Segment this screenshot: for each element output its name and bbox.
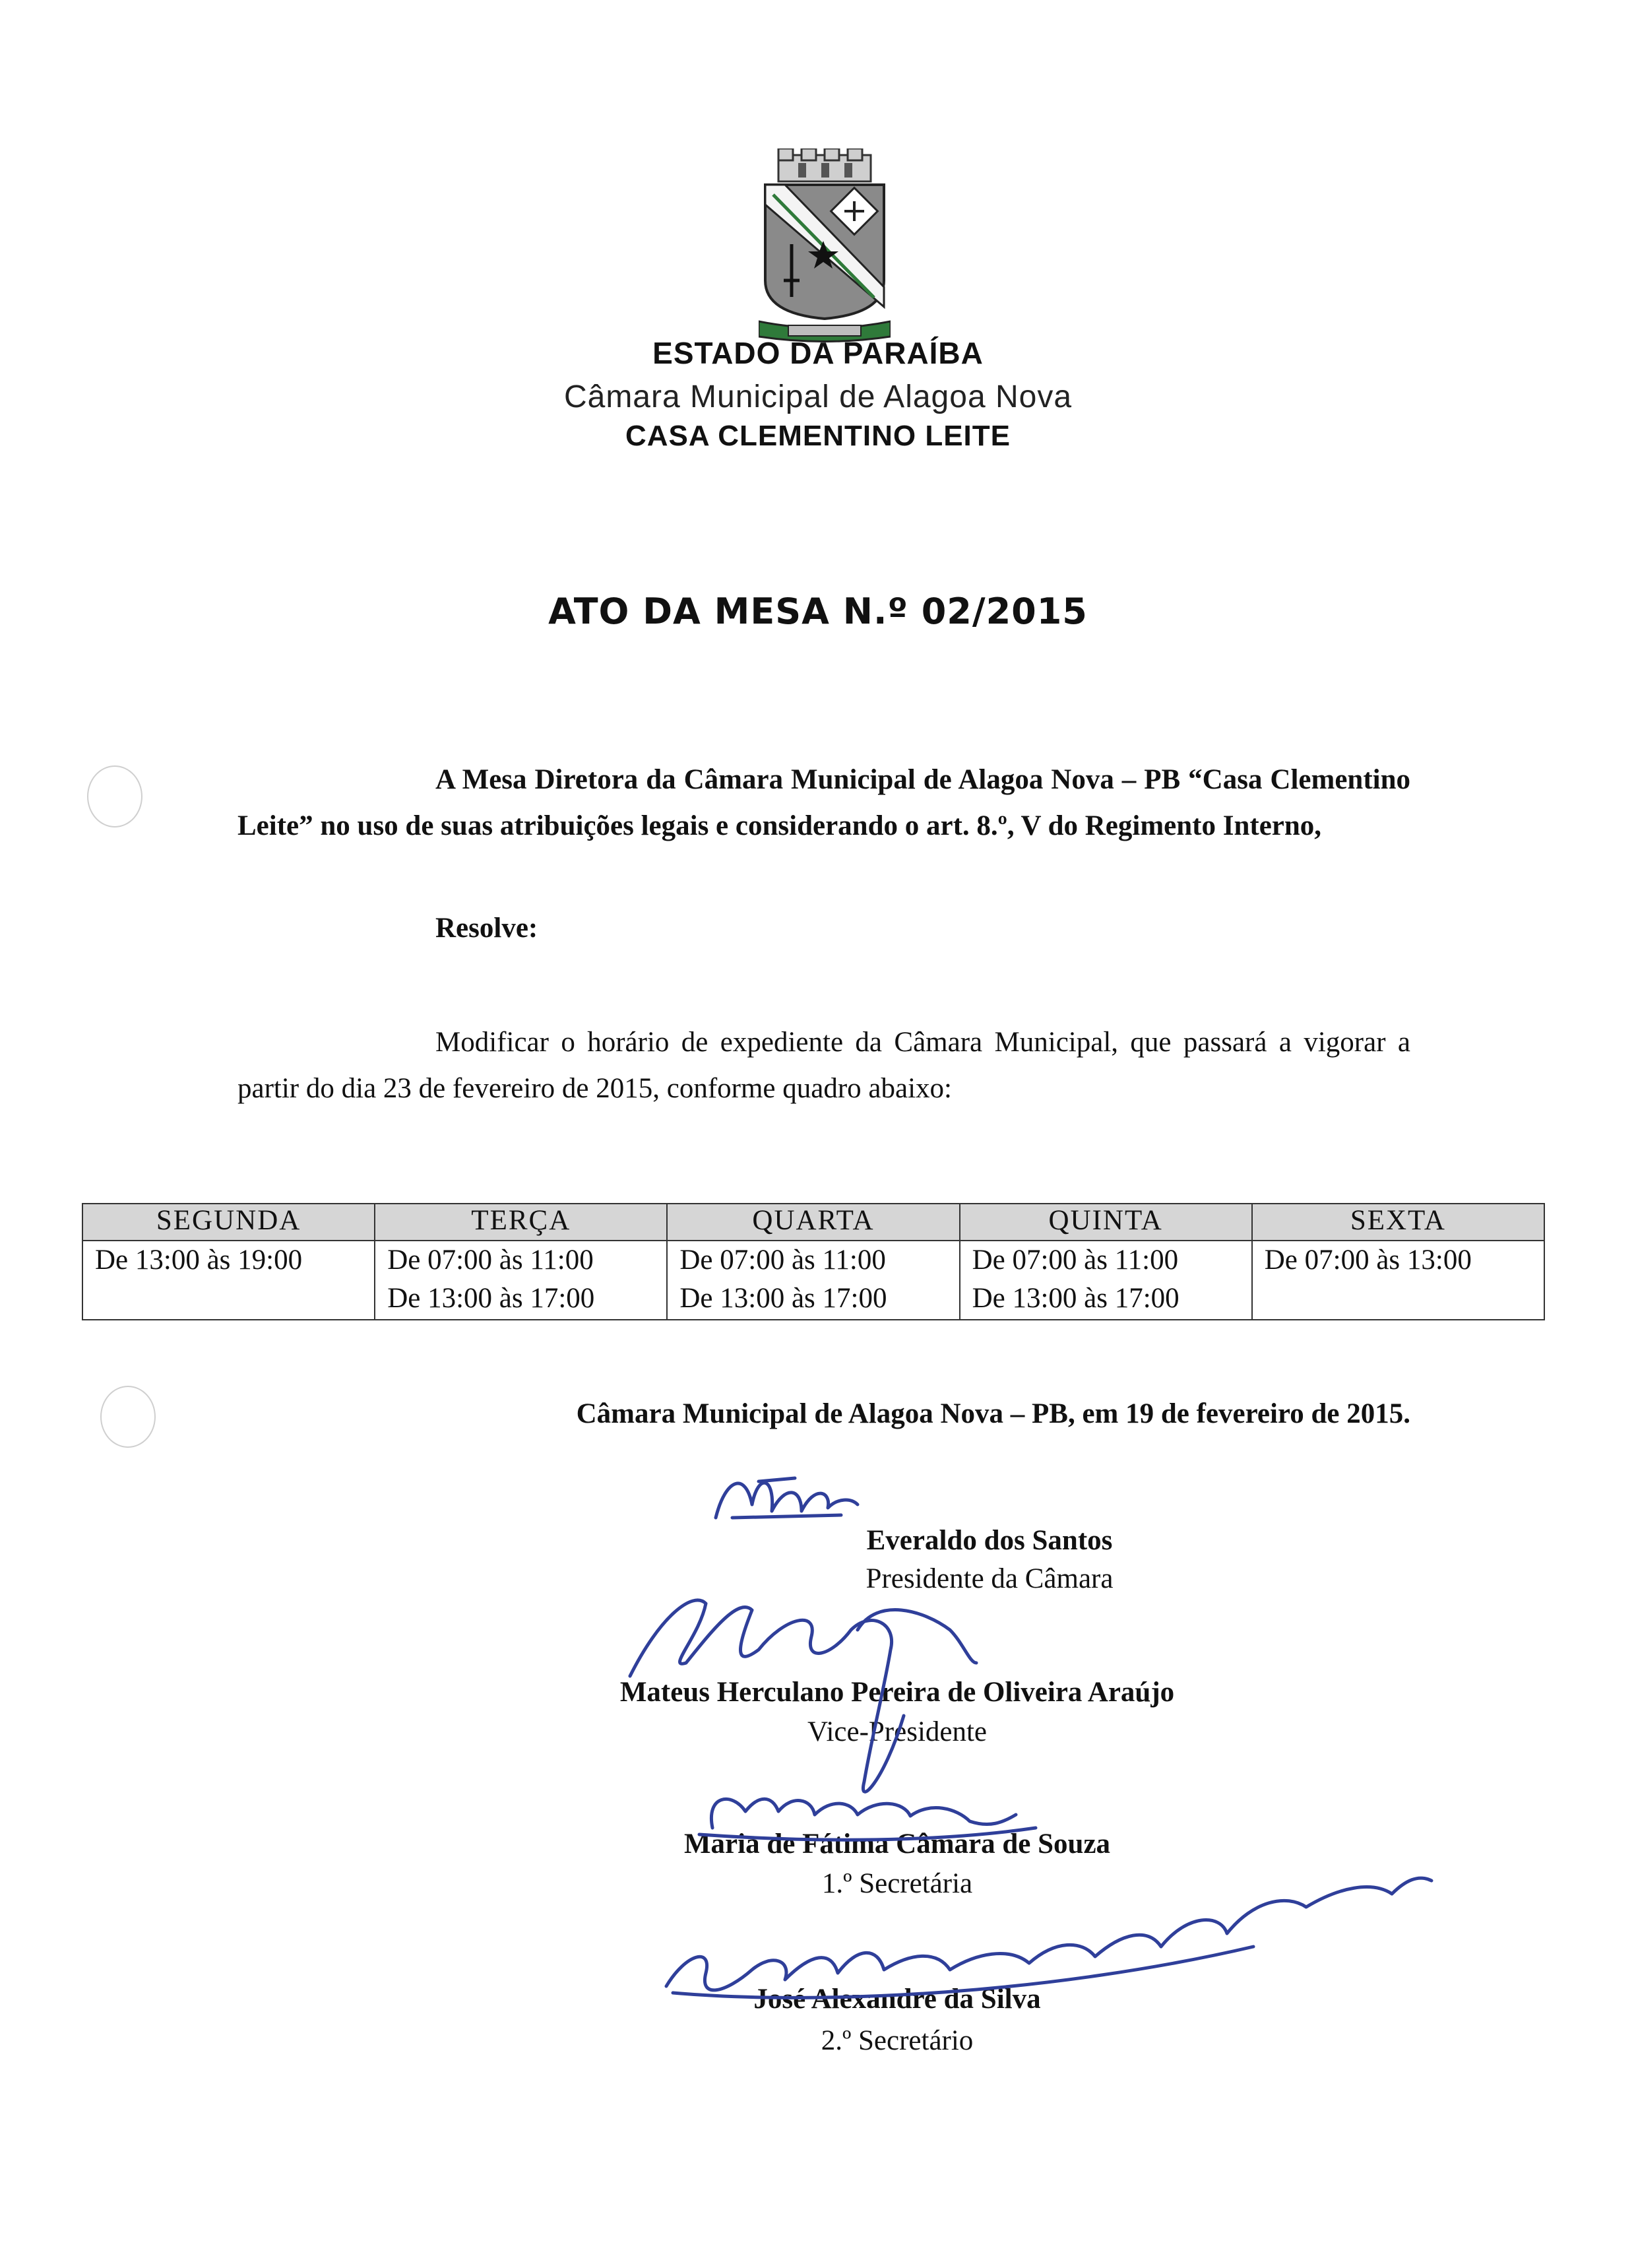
- cell-segunda: [82, 1241, 375, 1320]
- slot-terca-2: De 13:00 às 17:00: [387, 1283, 595, 1314]
- punch-mark-bottom: [100, 1386, 156, 1448]
- slot-quinta-1: De 07:00 às 11:00: [972, 1245, 1179, 1276]
- header-segunda: SEGUNDA: [82, 1204, 375, 1241]
- header-terca: TERÇA: [375, 1204, 667, 1241]
- closing-date-line: Câmara Municipal de Alagoa Nova – PB, em 19 de fevereiro de 2015.: [576, 1398, 1410, 1429]
- schedule-header-row: [82, 1204, 1544, 1241]
- signatory-2-role: Vice-Presidente: [807, 1716, 988, 1747]
- slot-quinta-2: De 13:00 às 17:00: [972, 1283, 1180, 1314]
- signatory-2-name: Mateus Herculano Pereira de Oliveira Araújo: [619, 1677, 1175, 1708]
- municipal-coat-of-arms: [759, 148, 891, 343]
- header-sexta: SEXTA: [1252, 1204, 1544, 1241]
- signatory-4-role: 2.º Secretário: [821, 2025, 974, 2056]
- slot-quarta-2: De 13:00 às 17:00: [679, 1283, 887, 1314]
- intro-paragraph: A Mesa Diretora da Câmara Municipal de Alagoa Nova – PB “Casa Clementino Leite” no uso de suas atribuições legais e considerando o art. 8.º, V do Regimento Interno,: [237, 764, 1410, 841]
- signature-1-scrawl: [716, 1478, 858, 1518]
- document-title: ATO DA MESA N.º 02/2015: [548, 591, 1088, 632]
- signatory-3-role: 1.º Secretária: [821, 1868, 973, 1899]
- signatory-1-role: Presidente da Câmara: [865, 1563, 1114, 1594]
- slot-terca-1: De 07:00 às 11:00: [387, 1245, 594, 1276]
- schedule-table: [82, 1203, 1545, 1320]
- header-state: ESTADO DA PARAÍBA: [652, 336, 984, 370]
- signatory-4-name: José Alexandre da Silva: [753, 1984, 1041, 2015]
- header-chamber: Câmara Municipal de Alagoa Nova: [563, 379, 1073, 414]
- signatory-1-name: Everaldo dos Santos: [866, 1525, 1113, 1556]
- cell-sexta: [1252, 1241, 1544, 1320]
- slot-quarta-1: De 07:00 às 11:00: [679, 1245, 886, 1276]
- header-quarta: QUARTA: [667, 1204, 959, 1241]
- resolve-heading: Resolve:: [435, 913, 538, 944]
- slot-sexta-1: De 07:00 às 13:00: [1264, 1245, 1472, 1276]
- header-house: CASA CLEMENTINO LEITE: [625, 420, 1011, 452]
- modify-paragraph: Modificar o horário de expediente da Câmara Municipal, que passará a vigorar a partir do dia 23 de fevereiro de 2015, conforme quadro abaixo:: [237, 1027, 1410, 1104]
- header-quinta: QUINTA: [960, 1204, 1252, 1241]
- cell-quarta: [667, 1241, 959, 1320]
- schedule-hours-row: [82, 1241, 1544, 1320]
- cell-quinta: [960, 1241, 1252, 1320]
- punch-mark-top: [87, 765, 142, 827]
- slot-segunda-1: De 13:00 às 19:00: [95, 1245, 303, 1276]
- signatory-3-name: Maria de Fátima Câmara de Souza: [683, 1829, 1111, 1860]
- cell-terca: [375, 1241, 667, 1320]
